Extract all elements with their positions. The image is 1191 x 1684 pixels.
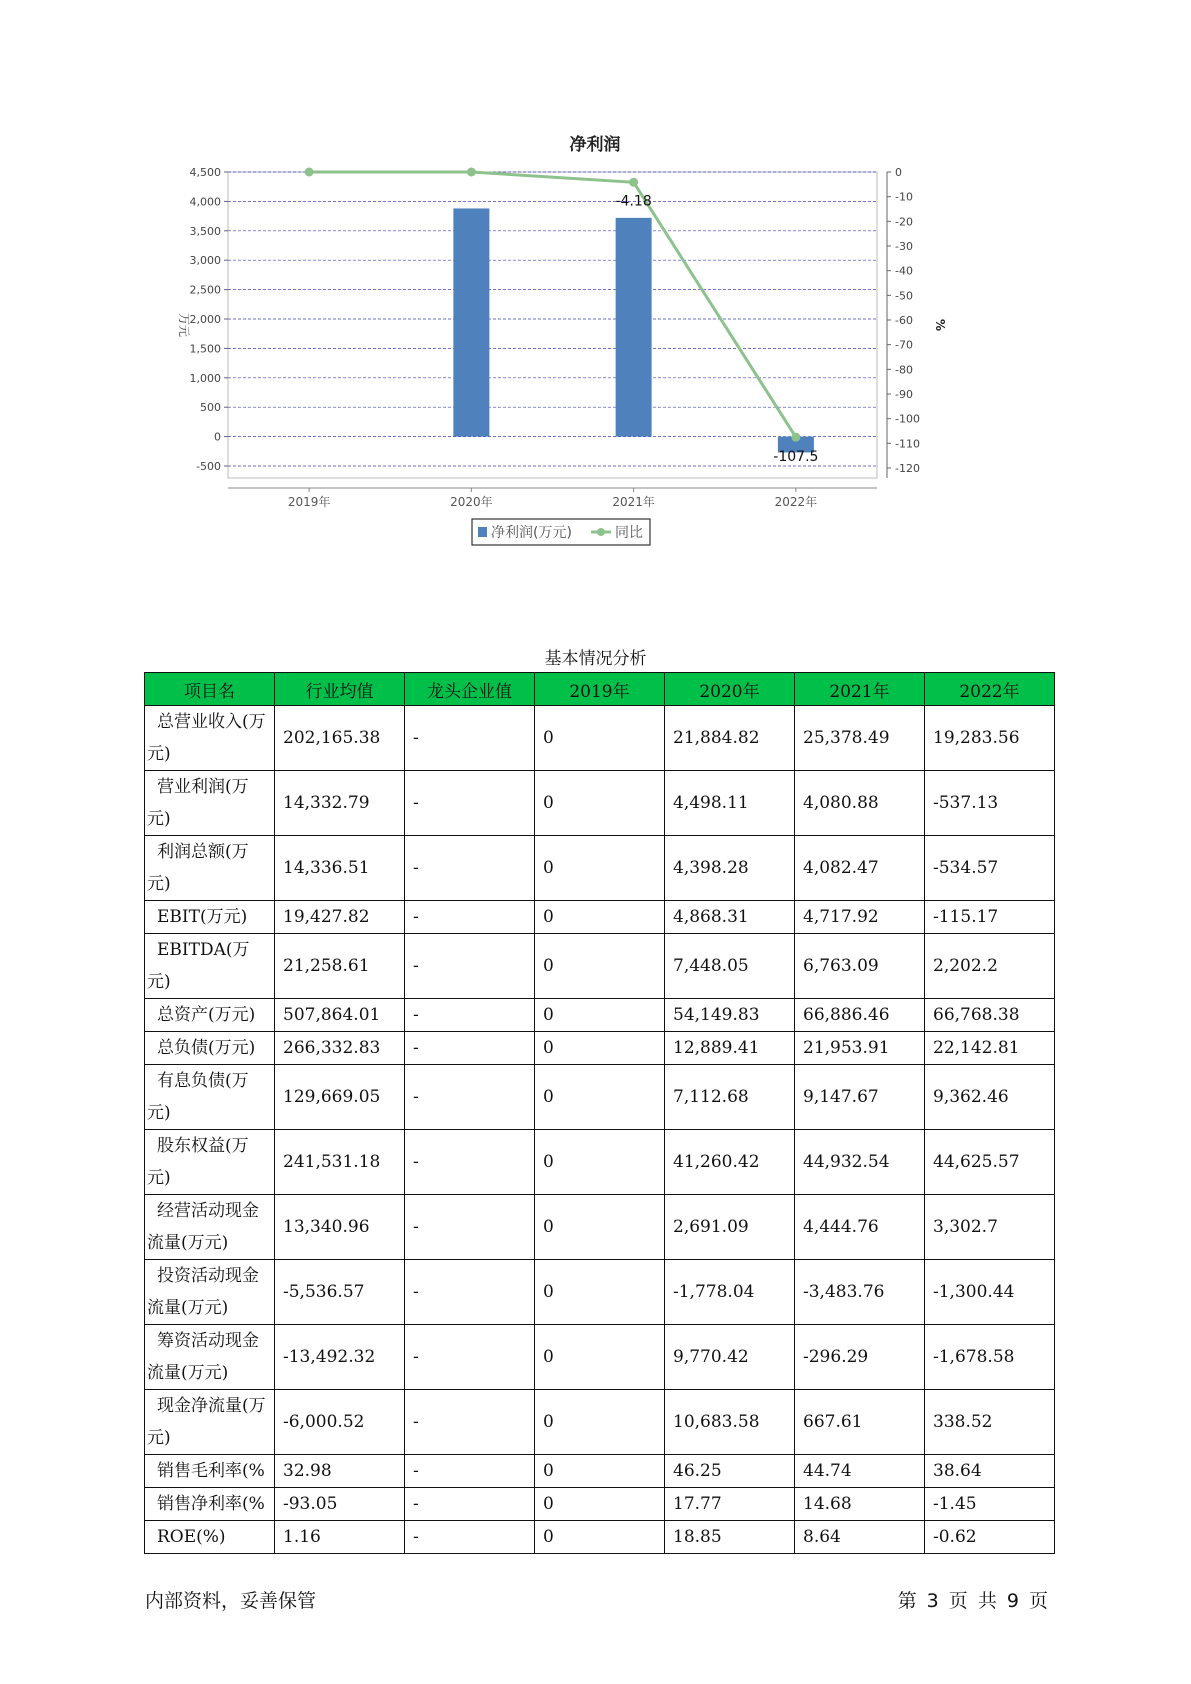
- cell-y2021: 21,953.91: [795, 1032, 925, 1065]
- cell-y2022: 22,142.81: [925, 1032, 1055, 1065]
- cell-leader-value: -: [405, 1195, 535, 1260]
- cell-industry-avg: 19,427.82: [275, 901, 405, 934]
- table-row: [145, 999, 1055, 1032]
- y-tick-label-right: -90: [895, 388, 913, 401]
- cell-industry-avg: -5,536.57: [275, 1260, 405, 1325]
- cell-leader-value: -: [405, 1130, 535, 1195]
- cell-y2020: 54,149.83: [665, 999, 795, 1032]
- cell-item-name: 总负债(万元): [145, 1032, 275, 1065]
- cell-y2022: 38.64: [925, 1455, 1055, 1488]
- cell-item-name: 有息负债(万元): [145, 1065, 275, 1130]
- data-label-2021: -4.18: [615, 193, 652, 210]
- cell-y2019: 0: [535, 1521, 665, 1554]
- cell-industry-avg: 13,340.96: [275, 1195, 405, 1260]
- cell-y2021: 4,717.92: [795, 901, 925, 934]
- cell-y2020: 9,770.42: [665, 1325, 795, 1390]
- y-tick-label-right: -40: [895, 264, 913, 278]
- header-2019: 2019年: [535, 673, 665, 706]
- plot-frame: [228, 172, 877, 478]
- y-tick-label-right: -120: [895, 462, 920, 475]
- chart-line: [305, 168, 819, 466]
- cell-item-name: 经营活动现金流量(万元): [145, 1195, 275, 1260]
- cell-y2020: 46.25: [665, 1455, 795, 1488]
- table-row: [145, 836, 1055, 901]
- table-row: [145, 1065, 1055, 1130]
- y-tick-label-left: 0: [214, 430, 221, 444]
- cell-y2021: 14.68: [795, 1488, 925, 1521]
- y-tick-label-left: 500: [200, 401, 221, 415]
- cell-leader-value: -: [405, 771, 535, 836]
- chart-ylabel-left: 万元: [177, 312, 191, 338]
- y-tick-label-right: 0: [895, 166, 902, 179]
- y-tick-label-left: 3,500: [189, 224, 221, 238]
- footer-page-number: 第 3 页 共 9 页: [897, 1590, 1048, 1612]
- cell-y2022: -0.62: [925, 1521, 1055, 1554]
- cell-industry-avg: 1.16: [275, 1521, 405, 1554]
- cell-y2019: 0: [535, 771, 665, 836]
- cell-y2021: 66,886.46: [795, 999, 925, 1032]
- cell-industry-avg: 266,332.83: [275, 1032, 405, 1065]
- cell-item-name: ROE(%): [145, 1521, 275, 1554]
- legend-line-label: 同比: [615, 525, 643, 541]
- y-tick-label-right: -30: [895, 240, 913, 253]
- legend-bar-swatch: [478, 527, 487, 537]
- cell-item-name: 筹资活动现金流量(万元): [145, 1325, 275, 1390]
- cell-leader-value: -: [405, 1521, 535, 1554]
- cell-y2022: 19,283.56: [925, 706, 1055, 771]
- cell-y2021: -3,483.76: [795, 1260, 925, 1325]
- cell-leader-value: -: [405, 999, 535, 1032]
- cell-y2019: 0: [535, 836, 665, 901]
- cell-industry-avg: -13,492.32: [275, 1325, 405, 1390]
- cell-industry-avg: 14,336.51: [275, 836, 405, 901]
- cell-item-name: 投资活动现金流量(万元): [145, 1260, 275, 1325]
- chart-title: 净利润: [569, 135, 621, 155]
- x-tick-label: 2022年: [774, 495, 818, 509]
- table-row: [145, 1195, 1055, 1260]
- header-2020: 2020年: [665, 673, 795, 706]
- y-tick-label-left: 2,500: [189, 283, 221, 297]
- y-tick-label-right: -60: [895, 314, 913, 327]
- y-tick-label-right: -20: [895, 215, 913, 229]
- legend-line-marker: [597, 528, 605, 536]
- chart-bars: [453, 208, 814, 452]
- cell-industry-avg: 32.98: [275, 1455, 405, 1488]
- cell-y2019: 0: [535, 706, 665, 771]
- cell-y2019: 0: [535, 934, 665, 999]
- cell-y2022: 338.52: [925, 1390, 1055, 1455]
- x-tick-label: 2019年: [287, 495, 331, 509]
- yoy-point: [629, 178, 638, 187]
- cell-y2021: 4,082.47: [795, 836, 925, 901]
- header-industry-avg: 行业均值: [275, 673, 405, 706]
- chart-ylabel-right: %: [933, 318, 947, 332]
- cell-industry-avg: 14,332.79: [275, 771, 405, 836]
- cell-item-name: EBIT(万元): [145, 901, 275, 934]
- cell-y2022: 66,768.38: [925, 999, 1055, 1032]
- cell-leader-value: -: [405, 836, 535, 901]
- footer-confidential-note: 内部资料，妥善保管: [145, 1590, 317, 1612]
- cell-y2021: 6,763.09: [795, 934, 925, 999]
- header-2021: 2021年: [795, 673, 925, 706]
- table-row: [145, 1260, 1055, 1325]
- cell-y2020: 12,889.41: [665, 1032, 795, 1065]
- table-row: [145, 1130, 1055, 1195]
- cell-item-name: 销售净利率(%: [145, 1488, 275, 1521]
- table-header-row: [145, 673, 1055, 706]
- cell-y2021: 8.64: [795, 1521, 925, 1554]
- data-label-2022: -107.5: [773, 449, 819, 466]
- legend-bar-label: 净利润(万元): [491, 525, 572, 541]
- x-tick-label: 2021年: [612, 495, 655, 509]
- cell-leader-value: -: [405, 1065, 535, 1130]
- cell-item-name: 营业利润(万元): [145, 771, 275, 836]
- cell-leader-value: -: [405, 706, 535, 771]
- cell-y2020: 7,112.68: [665, 1065, 795, 1130]
- cell-y2020: -1,778.04: [665, 1260, 795, 1325]
- cell-y2022: -115.17: [925, 901, 1055, 934]
- cell-leader-value: -: [405, 1325, 535, 1390]
- cell-y2019: 0: [535, 1195, 665, 1260]
- cell-item-name: 总资产(万元): [145, 999, 275, 1032]
- yoy-line: [309, 172, 796, 437]
- cell-y2019: 0: [535, 1390, 665, 1455]
- cell-item-name: 总营业收入(万元): [145, 706, 275, 771]
- cell-y2021: -296.29: [795, 1325, 925, 1390]
- table-row: [145, 901, 1055, 934]
- y-tick-label-right: -100: [895, 412, 920, 426]
- y-tick-label-left: 3,000: [189, 254, 221, 268]
- cell-y2020: 4,398.28: [665, 836, 795, 901]
- cell-y2020: 4,868.31: [665, 901, 795, 934]
- y-tick-label-right: -50: [895, 289, 913, 303]
- chart-legend: [472, 519, 650, 545]
- cell-leader-value: -: [405, 901, 535, 934]
- cell-item-name: 销售毛利率(%: [145, 1455, 275, 1488]
- bar-net-profit: [616, 218, 652, 437]
- cell-y2019: 0: [535, 1260, 665, 1325]
- cell-y2022: -1,678.58: [925, 1325, 1055, 1390]
- cell-y2021: 4,444.76: [795, 1195, 925, 1260]
- cell-y2021: 667.61: [795, 1390, 925, 1455]
- y-tick-label-left: 4,000: [189, 195, 221, 209]
- cell-y2021: 44.74: [795, 1455, 925, 1488]
- cell-y2019: 0: [535, 1488, 665, 1521]
- cell-y2021: 4,080.88: [795, 771, 925, 836]
- cell-y2021: 9,147.67: [795, 1065, 925, 1130]
- cell-industry-avg: -6,000.52: [275, 1390, 405, 1455]
- cell-y2019: 0: [535, 1130, 665, 1195]
- cell-leader-value: -: [405, 934, 535, 999]
- y-tick-label-left: 2,000: [189, 313, 221, 326]
- cell-item-name: EBITDA(万元): [145, 934, 275, 999]
- cell-y2022: 44,625.57: [925, 1130, 1055, 1195]
- cell-industry-avg: 241,531.18: [275, 1130, 405, 1195]
- cell-item-name: 利润总额(万元): [145, 836, 275, 901]
- cell-leader-value: -: [405, 1488, 535, 1521]
- cell-y2019: 0: [535, 1455, 665, 1488]
- y-tick-label-right: -80: [895, 363, 913, 377]
- cell-y2020: 7,448.05: [665, 934, 795, 999]
- table-row: [145, 1032, 1055, 1065]
- cell-y2020: 4,498.11: [665, 771, 795, 836]
- cell-y2019: 0: [535, 1065, 665, 1130]
- cell-y2022: -1.45: [925, 1488, 1055, 1521]
- cell-industry-avg: 21,258.61: [275, 934, 405, 999]
- table-row: [145, 771, 1055, 836]
- cell-y2022: -537.13: [925, 771, 1055, 836]
- cell-y2021: 44,932.54: [795, 1130, 925, 1195]
- chart-grid: [228, 172, 877, 478]
- cell-industry-avg: 507,864.01: [275, 999, 405, 1032]
- cell-industry-avg: -93.05: [275, 1488, 405, 1521]
- table-row: [145, 706, 1055, 771]
- table-caption: 基本情况分析: [544, 649, 647, 669]
- cell-industry-avg: 202,165.38: [275, 706, 405, 771]
- cell-leader-value: -: [405, 1455, 535, 1488]
- cell-y2019: 0: [535, 1032, 665, 1065]
- y-tick-label-left: 4,500: [189, 166, 221, 179]
- table-row: [145, 1390, 1055, 1455]
- cell-y2022: -534.57: [925, 836, 1055, 901]
- cell-y2020: 18.85: [665, 1521, 795, 1554]
- header-2022: 2022年: [925, 673, 1055, 706]
- y-tick-label-right: -70: [895, 338, 913, 352]
- y-tick-label-right: -10: [895, 190, 913, 204]
- cell-y2022: 9,362.46: [925, 1065, 1055, 1130]
- y-tick-label-right: -110: [895, 437, 920, 451]
- cell-item-name: 股东权益(万元): [145, 1130, 275, 1195]
- net-profit-chart: [160, 130, 1040, 600]
- cell-y2020: 10,683.58: [665, 1390, 795, 1455]
- y-tick-label-left: 1,000: [189, 371, 221, 385]
- cell-y2022: 2,202.2: [925, 934, 1055, 999]
- cell-industry-avg: 129,669.05: [275, 1065, 405, 1130]
- y-tick-label-left: 1,500: [189, 342, 221, 356]
- cell-y2020: 21,884.82: [665, 706, 795, 771]
- yoy-point: [467, 168, 476, 177]
- cell-leader-value: -: [405, 1260, 535, 1325]
- cell-y2020: 17.77: [665, 1488, 795, 1521]
- cell-y2020: 2,691.09: [665, 1195, 795, 1260]
- cell-leader-value: -: [405, 1032, 535, 1065]
- table-row: [145, 1521, 1055, 1554]
- basic-analysis-table: [144, 672, 1055, 1554]
- cell-leader-value: -: [405, 1390, 535, 1455]
- yoy-point: [305, 168, 314, 177]
- header-item-name: 项目名: [145, 673, 275, 706]
- x-tick-label: 2020年: [450, 495, 493, 509]
- header-leader-value: 龙头企业值: [405, 673, 535, 706]
- cell-y2020: 41,260.42: [665, 1130, 795, 1195]
- cell-item-name: 现金净流量(万元): [145, 1390, 275, 1455]
- table-row: [145, 934, 1055, 999]
- table-row: [145, 1325, 1055, 1390]
- yoy-point: [791, 433, 800, 442]
- table-row: [145, 1455, 1055, 1488]
- cell-y2022: 3,302.7: [925, 1195, 1055, 1260]
- cell-y2019: 0: [535, 1325, 665, 1390]
- bar-net-profit: [453, 208, 489, 436]
- cell-y2019: 0: [535, 999, 665, 1032]
- y-tick-label-left: -500: [196, 460, 221, 473]
- table-row: [145, 1488, 1055, 1521]
- cell-y2022: -1,300.44: [925, 1260, 1055, 1325]
- cell-y2021: 25,378.49: [795, 706, 925, 771]
- cell-y2019: 0: [535, 901, 665, 934]
